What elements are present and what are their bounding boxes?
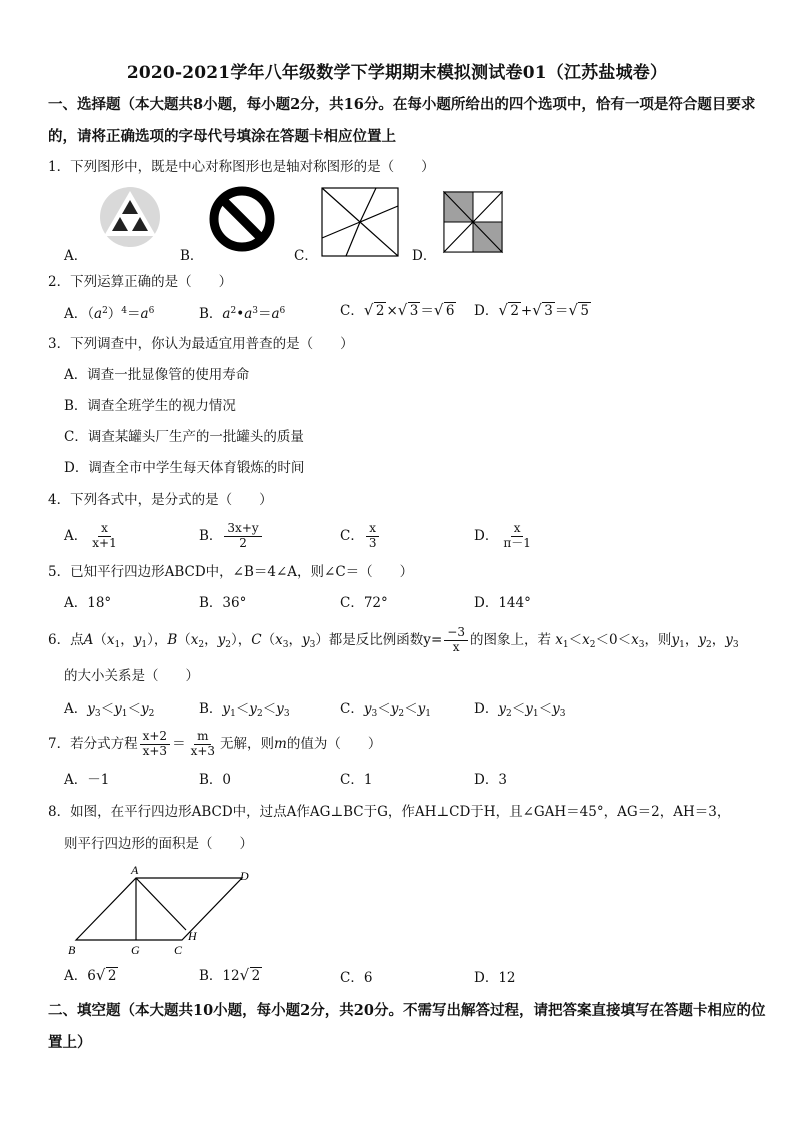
label-a: A	[131, 863, 139, 877]
q6-option-b[interactable]: B．$y_1<y_2<y_3$	[199, 701, 290, 719]
q8-stem-line2: 则平行四边形的面积是（ ）	[64, 836, 253, 852]
q2-option-a[interactable]: A．$(a^2)^4=a^6$	[64, 306, 155, 322]
q2-option-d[interactable]: D．√ 2 +√ 3 ＝√ 5	[474, 305, 591, 319]
q3-stem: 3．下列调查中，你认为最适宜用普查的是（ ）	[48, 336, 354, 352]
q8-stem-line1: 8．如图，在平行四边形ABCD中，过点A作AG⊥BC于G，作AH⊥CD于H，且∠GAH＝45°，AG＝2，AH＝3，	[48, 804, 731, 820]
q7-stem: 7．若分式方程 $\frac{x+2}{x+3}$ ＝ $\frac{m}{x+3}$ 无解，则m的值为（ ）	[48, 729, 382, 758]
label-b: B	[68, 943, 76, 957]
q1-figure-a	[94, 186, 166, 252]
q8-parallelogram-figure	[64, 862, 274, 966]
q2-option-b[interactable]: B．$a^2•a^3=a^6$	[199, 306, 286, 322]
q7-option-d[interactable]: D．3	[474, 772, 507, 788]
label-d: D	[240, 869, 249, 883]
q3-option-d[interactable]: D．调查全市中学生每天体育锻炼的时间	[64, 460, 305, 476]
label-h: H	[188, 929, 197, 943]
q1-label-a[interactable]: A．	[64, 248, 88, 264]
q4-option-d[interactable]: D． $\frac{x}{\pi-1}$	[474, 521, 531, 550]
q5-option-a[interactable]: A．18°	[64, 595, 112, 611]
q8-option-d[interactable]: D．12	[474, 970, 516, 986]
q4-option-c[interactable]: C． $\frac{x}{3}$	[340, 522, 381, 551]
q3-option-a[interactable]: A．调查一批显像管的使用寿命	[64, 367, 250, 383]
q4-option-a[interactable]: A． $\frac{x}{x+1}$	[64, 521, 117, 550]
q1-label-d[interactable]: D．	[412, 248, 437, 264]
q8-option-a[interactable]: A．6√ 2	[64, 970, 118, 984]
q5-option-b[interactable]: B．36°	[199, 595, 247, 611]
q1-figure-c	[320, 186, 400, 262]
section1-header-line1: 一、选择题（本大题共8小题，每小题2分，共16分。在每小题所给出的四个选项中，恰有一项是符合题目要求	[48, 96, 756, 113]
q2-option-c[interactable]: C．√ 2 ×√ 3 ＝√ 6	[340, 305, 456, 319]
q5-stem: 5．已知平行四边形ABCD中，∠B＝4∠A，则∠C＝（ ）	[48, 564, 414, 580]
q3-option-c[interactable]: C．调查某罐头厂生产的一批罐头的质量	[64, 429, 304, 445]
q7-option-b[interactable]: B．0	[199, 772, 232, 788]
q1-label-b[interactable]: B．	[180, 248, 204, 264]
q1-label-c[interactable]: C．	[294, 248, 318, 264]
label-g: G	[131, 943, 140, 957]
section2-header-line2: 置上）	[48, 1034, 92, 1051]
q8-option-c[interactable]: C．6	[340, 970, 373, 986]
q6-option-a[interactable]: A．$y_3<y_1<y_2$	[64, 701, 155, 719]
q5-option-d[interactable]: D．144°	[474, 595, 531, 611]
q6-option-d[interactable]: D．$y_2<y_1<y_3$	[474, 701, 566, 719]
q8-option-b[interactable]: B．12√ 2	[199, 970, 262, 984]
q7-option-c[interactable]: C．1	[340, 772, 373, 788]
q3-option-b[interactable]: B．调查全班学生的视力情况	[64, 398, 236, 414]
q5-option-c[interactable]: C．72°	[340, 595, 388, 611]
label-c: C	[174, 943, 183, 957]
q1-stem: 1．下列图形中，既是中心对称图形也是轴对称图形的是（ ）	[48, 159, 435, 175]
q2-stem: 2．下列运算正确的是（ ）	[48, 274, 233, 290]
section2-header-line1: 二、填空题（本大题共10小题，每小题2分，共20分。不需写出解答过程，请把答案直接填写在答题卡相应的位	[48, 1002, 766, 1019]
q6-stem: 6．点$A(x_1$，$y_1$），$B(x_2$，$y_2$），$C(x_3$，$y_3$）都是反比例函数y= $\frac{-3}{x}$ 的图象上，若 $x_1<x_2<0<x_3$，则$y_1$，$y_2$，$y_3$	[48, 625, 739, 654]
page-title: 2020-2021学年八年级数学下学期期末模拟测试卷01（江苏盐城卷）	[126, 63, 668, 83]
q6-option-c[interactable]: C．$y_3<y_2<y_1$	[340, 701, 431, 719]
q4-option-b[interactable]: B． $\frac{3x+y}{2}$	[199, 522, 264, 551]
q1-figure-d	[442, 190, 506, 260]
q4-stem: 4．下列各式中，是分式的是（ ）	[48, 492, 273, 508]
q1-figure-b	[206, 186, 278, 256]
parallelogram-abcd	[76, 878, 242, 940]
q6-stem-line2: 的大小关系是（ ）	[64, 668, 199, 684]
altitude-ah	[136, 878, 186, 930]
section1-header-line2: 的，请将正确选项的字母代号填涂在答题卡相应位置上	[48, 128, 396, 145]
q7-option-a[interactable]: A．－1	[64, 772, 110, 788]
